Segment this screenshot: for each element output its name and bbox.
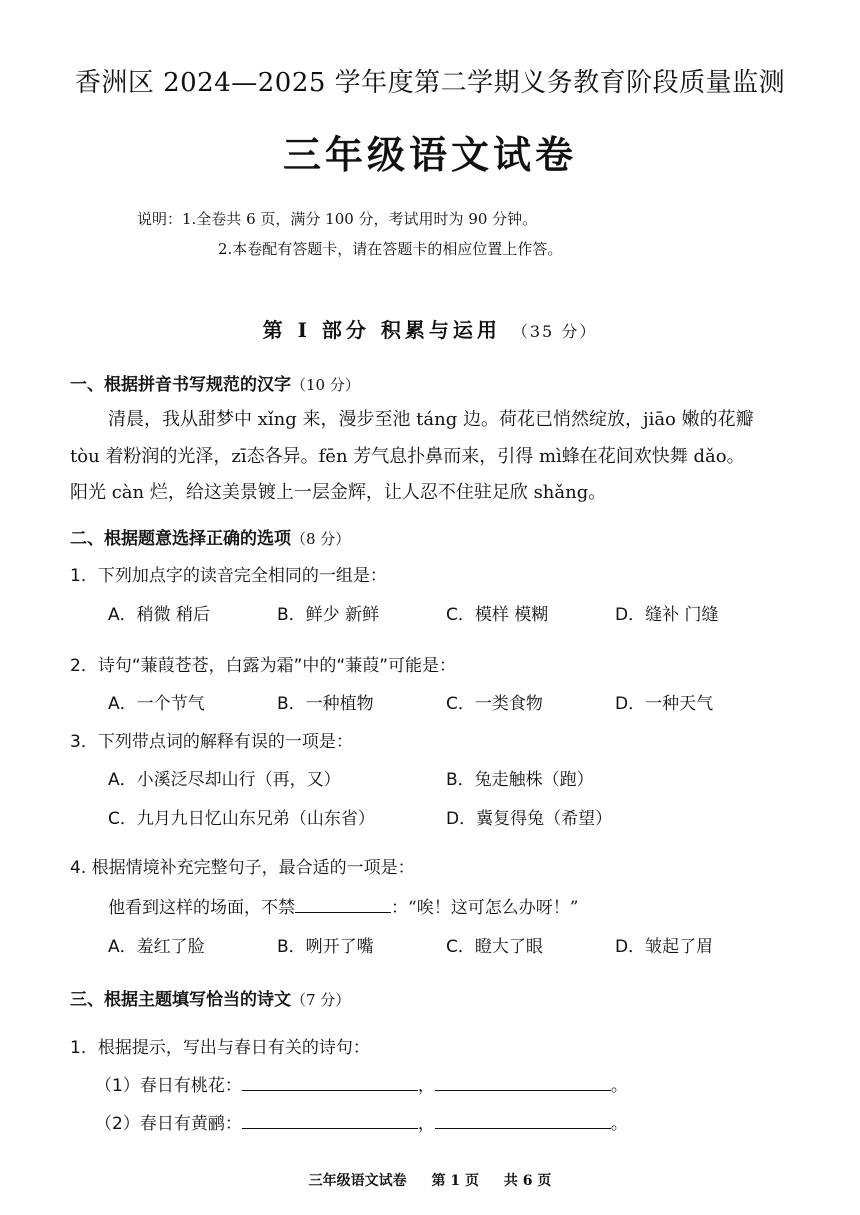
question-2-4-stem: 4. 根据情境补充完整句子，最合适的一项是： bbox=[70, 858, 415, 878]
pinyin-passage-line-3: 阳光 càn 烂，给这美景镀上一层金辉，让人忍不住驻足欣 shǎng。 bbox=[70, 482, 607, 503]
q2-2-option-c: C．一类食物 bbox=[446, 694, 543, 714]
poem-item-oriole-end: 。 bbox=[610, 1114, 628, 1134]
section-3-label: 三、根据主题填写恰当的诗文 bbox=[70, 990, 291, 1010]
q2-3-option-a: A．小溪泛尽却山行（再，又） bbox=[108, 770, 341, 790]
poem-item-peach-label: （1）春日有桃花： bbox=[95, 1076, 242, 1096]
footer-exam-name: 三年级语文试卷 bbox=[308, 1173, 407, 1189]
q2-4-sentence-after: ：“唉！这可怎么办呀！” bbox=[391, 898, 579, 918]
q2-1-option-c: C．模样 模糊 bbox=[446, 605, 549, 625]
q2-4-option-b: B．咧开了嘴 bbox=[277, 937, 374, 957]
q2-1-option-b: B．鲜少 新鲜 bbox=[277, 605, 380, 625]
q2-1-option-d: D．缝补 门缝 bbox=[615, 605, 719, 625]
q2-4-option-d: D．皱起了眉 bbox=[615, 937, 714, 957]
exam-title: 三年级语文试卷 bbox=[282, 132, 577, 177]
pinyin-passage-line-2: tòu 着粉润的光泽，zī态各异。fēn 芳气息扑鼻而来，引得 mì蜂在花间欢快舞 dǎo。 bbox=[70, 446, 745, 467]
part-1-points: （35 分） bbox=[511, 322, 598, 341]
section-1-label: 一、根据拼音书写规范的汉字 bbox=[70, 375, 291, 395]
page-footer bbox=[0, 1170, 860, 1190]
q2-4-sentence-before: 他看到这样的场面，不禁 bbox=[108, 898, 295, 918]
section-2-points: （8 分） bbox=[291, 530, 351, 548]
question-2-1-stem: 1．下列加点字的读音完全相同的一组是： bbox=[70, 566, 387, 586]
q2-2-option-a: A．一个节气 bbox=[108, 694, 205, 714]
q2-1-option-a: A．稍微 稍后 bbox=[108, 605, 211, 625]
footer-total-pages: 共 6 页 bbox=[503, 1173, 552, 1189]
q2-2-option-b: B．一种植物 bbox=[277, 694, 374, 714]
poem-item-oriole-label: （2）春日有黄鹂： bbox=[95, 1114, 242, 1134]
q2-3-option-d: D．冀复得兔（希望） bbox=[446, 809, 613, 829]
q2-4-answer-blank[interactable] bbox=[295, 912, 391, 913]
section-3-points: （7 分） bbox=[291, 991, 351, 1009]
q2-4-sentence bbox=[108, 893, 578, 918]
q2-2-option-d: D．一种天气 bbox=[615, 694, 714, 714]
note-line-2: 2.本卷配有答题卡，请在答题卡的相应位置上作答。 bbox=[218, 240, 563, 258]
q2-3-option-c: C．九月九日忆山东兄弟（山东省） bbox=[108, 809, 375, 829]
section-1-points: （10 分） bbox=[291, 376, 360, 394]
poem-blank-oriole-2[interactable] bbox=[435, 1128, 611, 1129]
poem-item-peach-end: 。 bbox=[610, 1076, 628, 1096]
section-2-title bbox=[70, 524, 350, 549]
poem-item-oriole-sep: ， bbox=[417, 1114, 435, 1134]
footer-page-number: 第 1 页 bbox=[431, 1173, 479, 1189]
poem-item-peach bbox=[95, 1071, 628, 1096]
section-3-title bbox=[70, 985, 350, 1010]
poem-blank-peach-2[interactable] bbox=[435, 1090, 611, 1091]
part-1-title bbox=[0, 314, 860, 343]
q2-4-option-a: A．羞红了脸 bbox=[108, 937, 205, 957]
q2-3-option-b: B．兔走触株（跑） bbox=[446, 770, 594, 790]
question-2-3-stem: 3．下列带点词的解释有误的一项是： bbox=[70, 732, 353, 752]
poem-item-peach-sep: ， bbox=[417, 1076, 435, 1096]
note-line-1: 说明：1.全卷共 6 页，满分 100 分，考试用时为 90 分钟。 bbox=[137, 210, 538, 228]
poem-item-oriole bbox=[95, 1109, 628, 1134]
poem-blank-peach-1[interactable] bbox=[242, 1090, 418, 1091]
part-1-label: 第 Ⅰ 部分 积累与运用 bbox=[262, 318, 501, 342]
pinyin-passage-line-1: 清晨，我从甜梦中 xǐng 来，漫步至池 táng 边。荷花已悄然绽放，jiāo 嫩的花瓣 bbox=[108, 409, 754, 430]
section-2-label: 二、根据题意选择正确的选项 bbox=[70, 529, 291, 549]
poem-blank-oriole-1[interactable] bbox=[242, 1128, 418, 1129]
q2-4-option-c: C．瞪大了眼 bbox=[446, 937, 543, 957]
question-2-2-stem: 2．诗句“蒹葭苍苍，白露为霜”中的“蒹葭”可能是： bbox=[70, 656, 457, 676]
section-1-title bbox=[70, 370, 360, 395]
exam-header: 香洲区 2024—2025 学年度第二学期义务教育阶段质量监测 bbox=[74, 68, 786, 98]
question-3-1-stem: 1．根据提示，写出与春日有关的诗句： bbox=[70, 1038, 370, 1058]
